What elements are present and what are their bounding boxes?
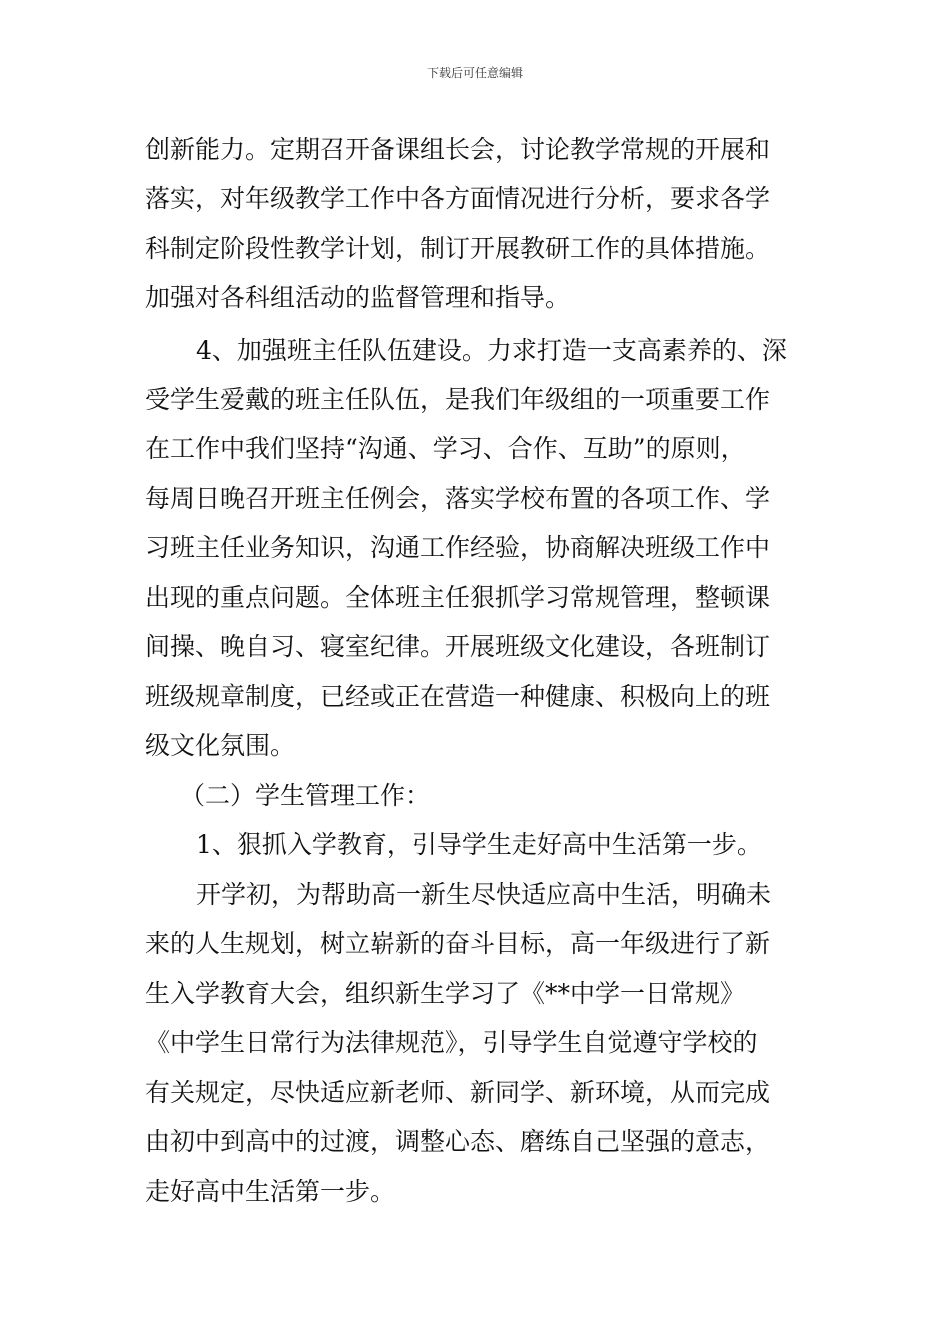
body-line: 1、狠抓入学教育，引导学生走好高中生活第一步。 [196,830,762,859]
body-line: 出现的重点问题。全体班主任狠抓学习常规管理，整顿课 [145,583,771,612]
body-line: 创新能力。定期召开备课组长会，讨论教学常规的开展和 [145,135,771,164]
body-line: 落实，对年级教学工作中各方面情况进行分析，要求各学 [145,184,771,213]
body-line: 在工作中我们坚持“沟通、学习、合作、互助”的原则， [145,434,746,463]
body-line: 有关规定，尽快适应新老师、新同学、新环境，从而完成 [145,1078,771,1107]
section-heading: （二）学生管理工作： [180,781,431,810]
body-line: 班级规章制度，已经或正在营造一种健康、积极向上的班 [145,682,771,711]
body-line: 《中学生日常行为法律规范》，引导学生自觉遵守学校的 [145,1028,758,1057]
body-line: 来的人生规划，树立崭新的奋斗目标，高一年级进行了新 [145,929,771,958]
body-line: 由初中到高中的过渡，调整心态、磨练自己坚强的意志， [145,1127,771,1156]
body-line: 习班主任业务知识，沟通工作经验，协商解决班级工作中 [145,533,771,562]
body-line: 生入学教育大会，组织新生学习了《**中学一日常规》 [145,979,746,1008]
body-line: 4、加强班主任队伍建设。力求打造一支高素养的、深 [196,336,787,365]
body-line: 开学初，为帮助高一新生尽快适应高中生活，明确未 [196,880,772,909]
body-line: 间操、晚自习、寝室纪律。开展班级文化建设，各班制订 [145,632,771,661]
body-line: 科制定阶段性教学计划，制订开展教研工作的具体措施。 [145,234,771,263]
body-line: 级文化氛围。 [145,731,296,760]
body-line: 加强对各科组活动的监督管理和指导。 [145,283,571,312]
body-line: 走好高中生活第一步。 [145,1177,396,1206]
body-line: 每周日晚召开班主任例会，落实学校布置的各项工作、学 [145,484,771,513]
page-header: 下载后可任意编辑 [426,66,523,80]
body-line: 受学生爱戴的班主任队伍，是我们年级组的一项重要工作 [145,385,771,414]
